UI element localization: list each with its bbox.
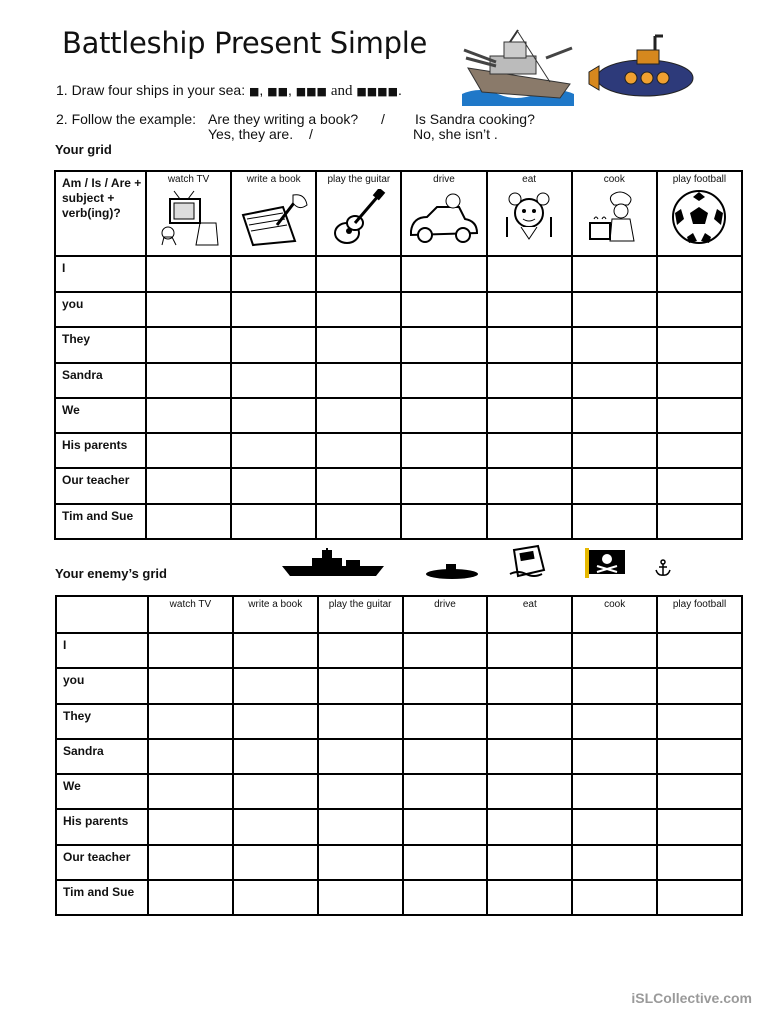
football-icon	[669, 189, 729, 247]
chef-icon	[584, 189, 644, 247]
row-label: We	[55, 398, 146, 433]
column-label: play the guitar	[327, 174, 391, 185]
watch-tv-icon	[156, 189, 222, 247]
column-header-drive: drive	[403, 596, 488, 633]
grid-cell[interactable]	[572, 256, 657, 292]
grid-cell[interactable]	[316, 504, 401, 539]
row-label: you	[56, 668, 148, 703]
example-separator-1: /	[381, 111, 385, 127]
grid-cell[interactable]	[657, 504, 742, 539]
grid-cell[interactable]	[657, 880, 742, 915]
grid-cell[interactable]	[316, 327, 401, 362]
grid-cell[interactable]	[231, 468, 316, 503]
your-grid-row-our-teacher	[55, 468, 742, 503]
grid-cell[interactable]	[403, 809, 488, 844]
enemy-grid-row-we	[56, 774, 742, 809]
grid-cell[interactable]	[318, 845, 403, 880]
grid-cell[interactable]	[401, 398, 486, 433]
grid-cell[interactable]	[487, 398, 572, 433]
grid-cell[interactable]	[403, 774, 488, 809]
grid-cell[interactable]	[316, 433, 401, 468]
grid-cell[interactable]	[487, 668, 572, 703]
column-header-write-a-book	[231, 171, 316, 256]
grid-cell[interactable]	[233, 774, 318, 809]
grid-cell[interactable]	[572, 433, 657, 468]
example-answer-2: No, she isn’t .	[413, 126, 498, 142]
grid-cell[interactable]	[316, 292, 401, 327]
grid-cell[interactable]	[657, 633, 742, 668]
column-label: eat	[522, 174, 537, 185]
grid-cell[interactable]	[146, 504, 231, 539]
enemy-grid-row-i	[56, 633, 742, 668]
your-grid-heading: Your grid	[55, 142, 112, 157]
row-label: Our teacher	[55, 468, 146, 503]
column-header-write-a-book: write a book	[233, 596, 318, 633]
grid-cell[interactable]	[146, 433, 231, 468]
row-label: you	[55, 292, 146, 327]
grid-cell[interactable]	[657, 433, 742, 468]
grid-cell[interactable]	[231, 433, 316, 468]
row-label: Tim and Sue	[55, 504, 146, 539]
grid-cell[interactable]	[572, 704, 657, 739]
column-label: watch TV	[167, 174, 210, 185]
grid-cell[interactable]	[231, 398, 316, 433]
grid-cell[interactable]	[657, 468, 742, 503]
grid-cell[interactable]	[657, 398, 742, 433]
grid-cell[interactable]	[657, 845, 742, 880]
column-header-watch-tv: watch TV	[148, 596, 233, 633]
grid-cell[interactable]	[572, 292, 657, 327]
grid-cell[interactable]	[146, 292, 231, 327]
grid-cell[interactable]	[403, 739, 488, 774]
enemy-grid-row-they	[56, 704, 742, 739]
grid-cell[interactable]	[231, 256, 316, 292]
grid-cell[interactable]	[572, 809, 657, 844]
ship-shape-3: ■■■	[295, 85, 327, 98]
grid-cell[interactable]	[657, 292, 742, 327]
grid-cell[interactable]	[316, 398, 401, 433]
grid-cell[interactable]	[148, 880, 233, 915]
grid-cell[interactable]	[318, 880, 403, 915]
grid-cell[interactable]	[316, 256, 401, 292]
grid-cell[interactable]	[401, 256, 486, 292]
grid-cell[interactable]	[233, 809, 318, 844]
grid-cell[interactable]	[657, 256, 742, 292]
your-grid-row-his-parents	[55, 433, 742, 468]
grid-cell[interactable]	[487, 774, 572, 809]
eating-child-icon	[499, 189, 559, 247]
ship-shape-4: ■■■■	[356, 85, 398, 98]
grid-cell[interactable]	[316, 363, 401, 398]
enemy-grid-row-his-parents	[56, 809, 742, 844]
grid-cell[interactable]	[148, 774, 233, 809]
column-header-drive	[401, 171, 486, 256]
grid-cell[interactable]	[148, 739, 233, 774]
column-header-play-football: play football	[657, 596, 742, 633]
warship-silhouette-icon	[282, 548, 384, 578]
column-header-cook: cook	[572, 596, 657, 633]
grid-cell[interactable]	[487, 256, 572, 292]
row-label: Our teacher	[56, 845, 148, 880]
grid-cell[interactable]	[487, 739, 572, 774]
grid-cell[interactable]	[146, 327, 231, 362]
row-label: We	[56, 774, 148, 809]
example-question-1: Are they writing a book?	[208, 111, 359, 127]
grid-cell[interactable]	[572, 327, 657, 362]
your-grid-header-row	[55, 171, 742, 256]
row-label: I	[56, 633, 148, 668]
grid-cell[interactable]	[487, 433, 572, 468]
column-header-eat: eat	[487, 596, 572, 633]
grid-cell[interactable]	[231, 292, 316, 327]
column-header-watch-tv	[146, 171, 231, 256]
instruction-2-label: 2. Follow the example:	[56, 111, 197, 127]
corner-label: Am / Is / Are + subject + verb(ing)?	[55, 171, 146, 256]
enemy-grid-row-tim-and-sue	[56, 880, 742, 915]
instruction-1-text: 1. Draw four ships in your sea:	[56, 82, 246, 98]
grid-cell[interactable]	[148, 845, 233, 880]
grid-cell[interactable]	[401, 363, 486, 398]
submarine-silhouette-icon	[424, 560, 480, 580]
column-header-play-the-guitar	[316, 171, 401, 256]
your-grid-row-sandra	[55, 363, 742, 398]
grid-cell[interactable]	[233, 880, 318, 915]
grid-cell[interactable]	[316, 468, 401, 503]
grid-cell[interactable]	[657, 704, 742, 739]
grid-cell[interactable]	[657, 327, 742, 362]
grid-cell[interactable]	[657, 668, 742, 703]
worksheet-title: Battleship Present Simple	[62, 26, 428, 60]
guitar-icon	[329, 189, 389, 247]
ship-shape-1: ■	[248, 85, 260, 98]
instruction-1: 1. Draw four ships in your sea: ■, ■■, ■■■ and ■■■■.	[56, 82, 402, 99]
battleship-icon	[460, 28, 580, 106]
grid-cell[interactable]	[148, 809, 233, 844]
column-label: write a book	[246, 174, 301, 185]
grid-cell[interactable]	[572, 633, 657, 668]
ship-shape-2: ■■	[267, 85, 288, 98]
grid-cell[interactable]	[487, 292, 572, 327]
enemy-grid-row-you	[56, 668, 742, 703]
grid-cell[interactable]	[572, 739, 657, 774]
row-label: Sandra	[56, 739, 148, 774]
enemy-grid-table	[55, 595, 743, 916]
grid-cell[interactable]	[318, 774, 403, 809]
grid-cell[interactable]	[318, 668, 403, 703]
your-grid-row-you	[55, 292, 742, 327]
row-label: His parents	[55, 433, 146, 468]
grid-cell[interactable]	[572, 845, 657, 880]
grid-cell[interactable]	[401, 327, 486, 362]
grid-cell[interactable]	[487, 845, 572, 880]
example-separator-2: /	[309, 126, 313, 142]
column-header-play-football	[657, 171, 742, 256]
column-header-cook	[572, 171, 657, 256]
enemy-grid-row-sandra	[56, 739, 742, 774]
row-label: Tim and Sue	[56, 880, 148, 915]
column-header-eat	[487, 171, 572, 256]
instruction-1-and: and	[330, 83, 353, 99]
grid-cell[interactable]	[401, 433, 486, 468]
grid-cell[interactable]	[148, 633, 233, 668]
grid-cell[interactable]	[148, 704, 233, 739]
grid-cell[interactable]	[657, 809, 742, 844]
grid-cell[interactable]	[403, 633, 488, 668]
grid-cell[interactable]	[231, 363, 316, 398]
column-header-play-the-guitar: play the guitar	[318, 596, 403, 633]
grid-cell[interactable]	[401, 468, 486, 503]
grid-cell[interactable]	[572, 398, 657, 433]
write-book-icon	[237, 189, 311, 247]
your-grid-row-tim-and-sue	[55, 504, 742, 539]
grid-cell[interactable]	[487, 504, 572, 539]
row-label: His parents	[56, 809, 148, 844]
corner-cell	[56, 596, 148, 633]
grid-cell[interactable]	[572, 774, 657, 809]
grid-cell[interactable]	[233, 739, 318, 774]
row-label: I	[55, 256, 146, 292]
example-answer-1: Yes, they are.	[208, 126, 294, 142]
example-question-2: Is Sandra cooking?	[415, 111, 535, 127]
pirate-flag-icon	[585, 548, 627, 578]
grid-cell[interactable]	[572, 668, 657, 703]
your-grid-row-i	[55, 256, 742, 292]
grid-cell[interactable]	[318, 809, 403, 844]
your-grid-table	[54, 170, 743, 540]
grid-cell[interactable]	[233, 668, 318, 703]
grid-cell[interactable]	[318, 704, 403, 739]
grid-cell[interactable]	[231, 327, 316, 362]
grid-cell[interactable]	[231, 504, 316, 539]
source-watermark: iSLCollective.com	[631, 990, 752, 1006]
grid-cell[interactable]	[572, 880, 657, 915]
column-label: play football	[672, 174, 727, 185]
enemy-grid-heading: Your enemy’s grid	[55, 566, 167, 581]
grid-cell[interactable]	[657, 739, 742, 774]
grid-cell[interactable]	[487, 809, 572, 844]
grid-cell[interactable]	[318, 739, 403, 774]
your-grid-row-we	[55, 398, 742, 433]
grid-cell[interactable]	[487, 880, 572, 915]
grid-cell[interactable]	[233, 845, 318, 880]
grid-cell[interactable]	[657, 363, 742, 398]
column-label: cook	[603, 174, 625, 185]
row-label: Sandra	[55, 363, 146, 398]
row-label: They	[56, 704, 148, 739]
grid-cell[interactable]	[572, 363, 657, 398]
grid-cell[interactable]	[403, 880, 488, 915]
grid-cell[interactable]	[148, 668, 233, 703]
grid-cell[interactable]	[403, 845, 488, 880]
grid-cell[interactable]	[146, 363, 231, 398]
car-icon	[407, 189, 481, 247]
anchor-icon	[654, 559, 672, 577]
grid-cell[interactable]	[487, 704, 572, 739]
enemy-grid-row-our-teacher	[56, 845, 742, 880]
grid-cell[interactable]	[233, 633, 318, 668]
grid-cell[interactable]	[401, 504, 486, 539]
grid-cell[interactable]	[403, 668, 488, 703]
grid-cell[interactable]	[146, 398, 231, 433]
grid-cell[interactable]	[572, 504, 657, 539]
grid-cell[interactable]	[572, 468, 657, 503]
grid-cell[interactable]	[146, 256, 231, 292]
grid-cell[interactable]	[318, 633, 403, 668]
grid-cell[interactable]	[657, 774, 742, 809]
row-label: They	[55, 327, 146, 362]
column-label: drive	[433, 174, 455, 185]
sinking-ship-icon	[508, 544, 548, 580]
grid-cell[interactable]	[487, 633, 572, 668]
grid-cell[interactable]	[233, 704, 318, 739]
your-grid-row-they	[55, 327, 742, 362]
submarine-icon	[583, 32, 699, 102]
grid-cell[interactable]	[403, 704, 488, 739]
grid-cell[interactable]	[146, 468, 231, 503]
grid-cell[interactable]	[401, 292, 486, 327]
grid-cell[interactable]	[487, 468, 572, 503]
grid-cell[interactable]	[487, 327, 572, 362]
grid-cell[interactable]	[487, 363, 572, 398]
enemy-grid-header-row	[56, 596, 742, 633]
